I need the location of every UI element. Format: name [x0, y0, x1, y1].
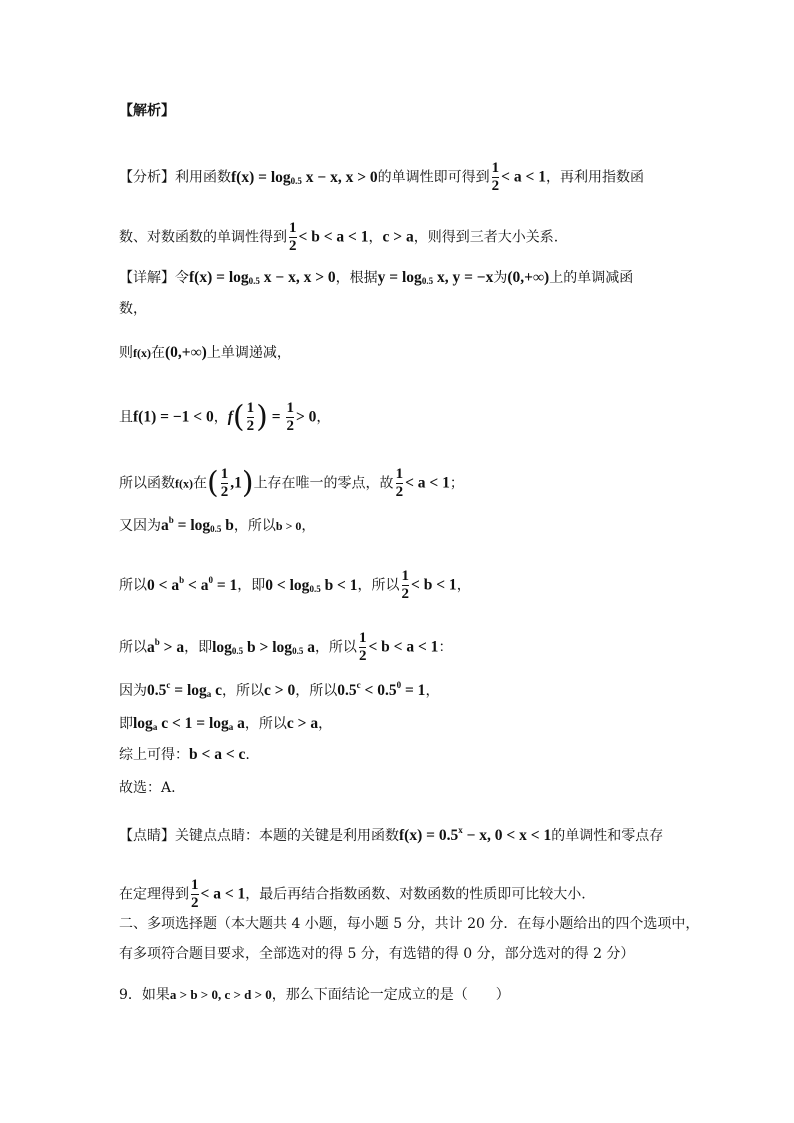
section-2-line-1: 二、多项选择题（本大题共 4 小题，每小题 5 分，共计 20 分．在每小题给出的四个选项中，	[119, 916, 700, 932]
tip-line-1: 【点睛】关键点点睛：本题的关键是利用函数$f(x) = 0.5^x - x$, 0 < x < 1的单调性和零点存	[119, 825, 664, 844]
detail-line-2: 则f(x)在(0,+∞)上单调递减，	[119, 344, 291, 361]
section-2-line-2: 有多项符合题目要求，全部选对的得 5 分，有选错的得 0 分，部分选对的得 2 分）	[119, 946, 635, 962]
fraction-half: $\frac{1}{2}$	[289, 220, 297, 254]
answer-line: 故选：A.	[119, 780, 176, 796]
detail-line-6: 所以$0 < a^b < a^0 = 1$，即$0 < \log_{0.5} b < 1$，所以 $\frac{1}{2}$ < b < 1，	[119, 568, 471, 602]
detail-line-5: 又因为$a^b = \log_{0.5} b$，所以b > 0，	[119, 515, 316, 534]
detail-line-7: 所以$a^b > a$，即$\log_{0.5} b > \log_{0.5} a$，所以 $\frac{1}{2}$ < b < a < 1：	[119, 630, 453, 664]
detail-line-8: 因为$0.5^c = \log_a c$，所以c > 0，所以$0.5^c < 0.5^0 = 1$，	[119, 680, 440, 699]
detail-line-4: 所以函数f(x)在( $\frac{1}{2}$ ,1)上存在唯一的零点，故 $\frac{1}{2}$ < a < 1；	[119, 465, 464, 501]
detail-line-3: 且f(1) = −1 < 0，f( $\frac{1}{2}$ ) = $\frac{1}{2}$ > 0，	[119, 399, 331, 435]
question-9: 9．如果a > b > 0, c > d > 0，那么下面结论一定成立的是（ ）	[119, 987, 510, 1003]
math-f-log: $f(x) = \log_{0.5} x - x$, x > 0	[231, 168, 378, 186]
tip-line-2: 在定理得到 $\frac{1}{2}$ < a < 1，最后再结合指数函数、对数函数的性质即可比较大小.	[119, 877, 586, 911]
heading: 【解析】	[119, 103, 175, 119]
detail-line-9: 即$\log_a c < 1 = \log_a a$，所以c > a，	[119, 715, 333, 732]
detail-line-1b: 数，	[119, 301, 147, 317]
detail-line-1: 【详解】令$f(x) = \log_{0.5} x - x$, x > 0，根据$y = \log_{0.5} x$, y = −x为(0,+∞)上的单调减函	[119, 269, 634, 286]
detail-line-10: 综上可得：b < a < c.	[119, 746, 250, 763]
analysis-line-2: 数、对数函数的单调性得到 $\frac{1}{2}$ < b < a < 1，c > a，则得到三者大小关系.	[119, 220, 559, 254]
fraction-half: $\frac{1}{2}$	[491, 160, 500, 194]
analysis-line-1: 【分析】利用函数$f(x) = \log_{0.5} x - x$, x > 0的单调性即可得到 $\frac{1}{2}$ < a < 1，再利用指数函	[119, 160, 644, 194]
